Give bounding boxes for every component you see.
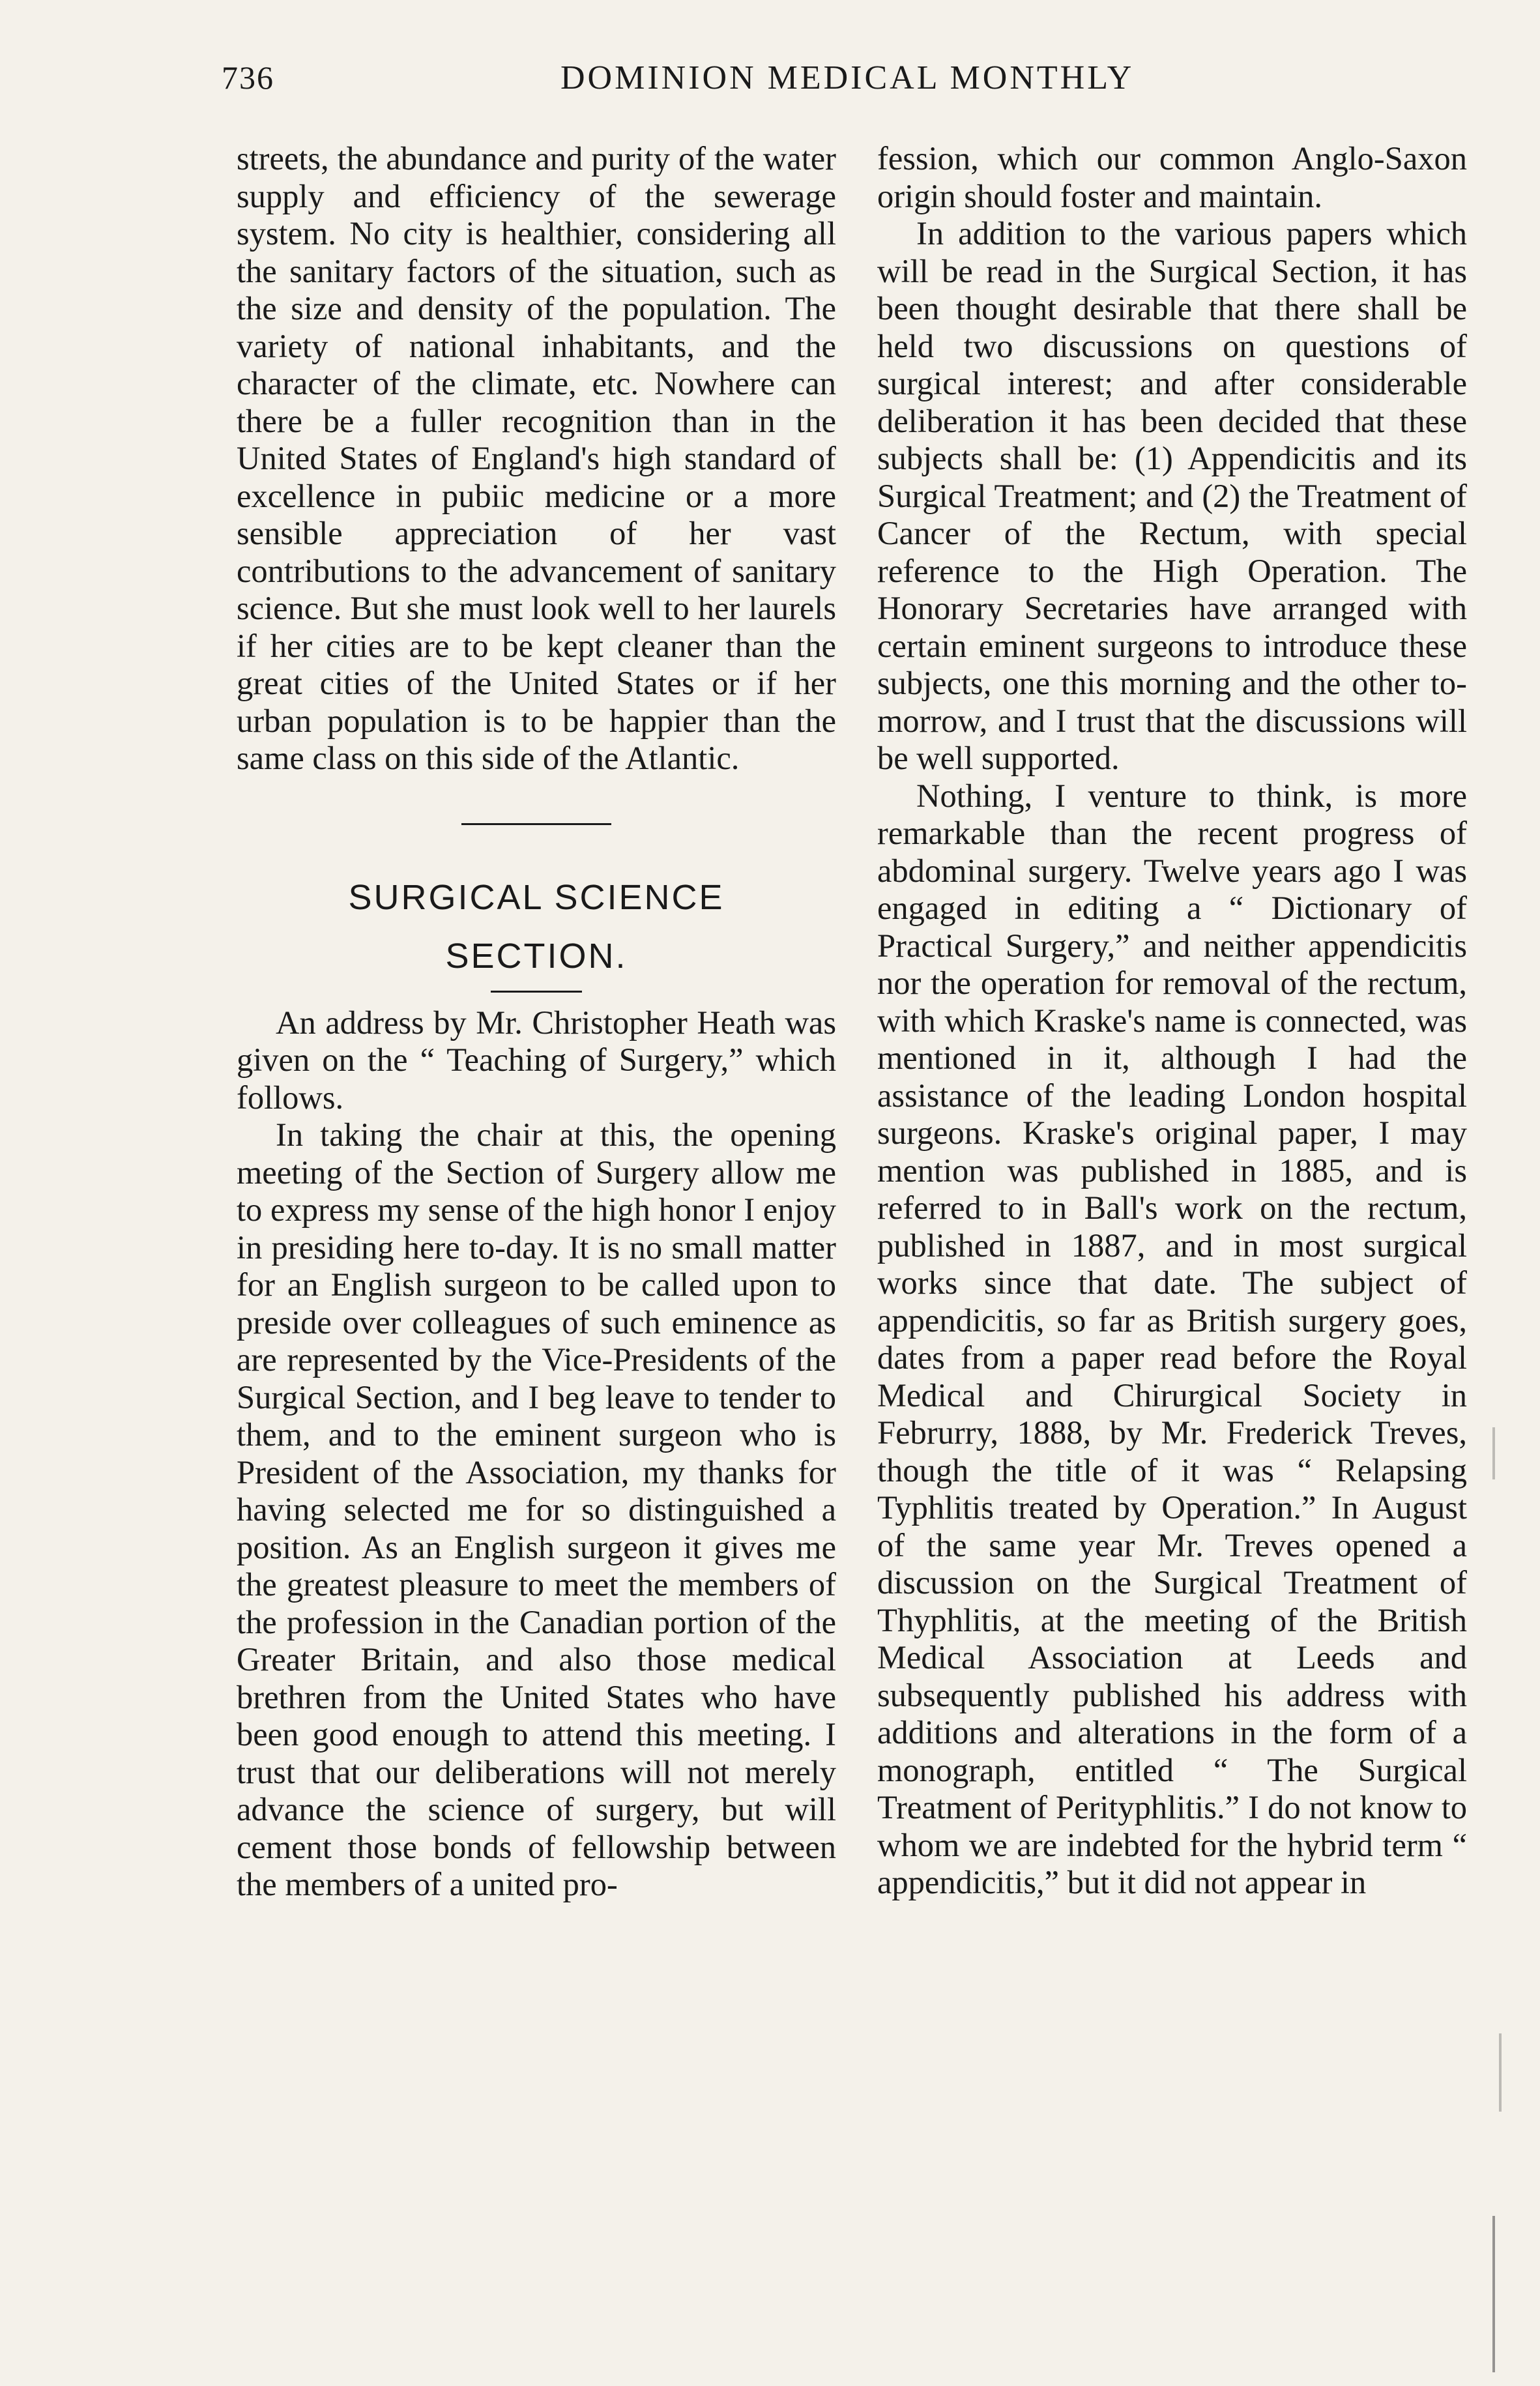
page-header bbox=[222, 59, 1460, 117]
section-heading bbox=[237, 868, 836, 985]
page-number: 736 bbox=[222, 59, 274, 96]
section-heading-line2: SECTION. bbox=[445, 936, 628, 976]
paragraph: In taking the chair at this, the opening meeting of the Section of Surgery allow me to express my sense of the high honor I enjoy in presiding here to-day. It is no small matter for an English surgeon to be called upon to preside over colleagues of such eminence as are represented by the Vice-Presidents of the Surgical Section, and I beg leave to tender to them, and to the eminent surgeon who is President of the Association, my thanks for having selected me for so distinguished a position. As an English surgeon it gives me the greatest pleasure to meet the members of the profession in the Canadian portion of the Greater Britain, and also those medical brethren from the United States who have been good enough to attend this meeting. I trust that our deliberations will not merely advance the science of surgery, but will cement those bonds of fellowship between the members of a united pro- bbox=[237, 1116, 836, 1902]
paragraph: An address by Mr. Christopher Heath was given on the “ Teaching of Surgery,” which follows. bbox=[237, 1004, 836, 1116]
section-divider bbox=[461, 823, 611, 825]
right-column bbox=[877, 140, 1467, 1902]
paragraph: fession, which our common Anglo-Saxon origin should foster and maintain. bbox=[877, 140, 1467, 214]
left-column bbox=[237, 140, 836, 1904]
running-head: DOMINION MEDICAL MONTHLY bbox=[560, 59, 1135, 96]
section-heading-line1: SURGICAL SCIENCE bbox=[348, 877, 725, 917]
paragraph: streets, the abundance and purity of the water supply and efficiency of the sewerage system. No city is healthier, considering all the sanitary factors of the situation, such as the size and density of the population. The variety of national inhabitants, and the character of the climate, etc. Nowhere can there be a fuller recognition than in the United States of England's high standard of excellence in pubiic medicine or a more sensible appreciation of her vast contributions to the advancement of sanitary science. But she must look well to her laurels if her cities are to be kept cleaner than the great cities of the United States or if her urban population is to be happier than the same class on this side of the Atlantic. bbox=[237, 140, 836, 776]
margin-smudge bbox=[1492, 2216, 1495, 2372]
margin-smudge bbox=[1492, 1427, 1495, 1479]
heading-rule bbox=[491, 991, 582, 993]
margin-smudge bbox=[1499, 2033, 1502, 2112]
paragraph: In addition to the various papers which will be read in the Surgical Section, it has been thought desirable that there shall be held two discussions on questions of surgical interest; and after considerable deliberation it has been decided that these subjects shall be: (1) Appendicitis and its Surgical Treatment; and (2) the Treatment of Cancer of the Rectum, with special reference to the High Operation. The Honorary Secretaries have arranged with certain eminent surgeons to introduce these subjects, one this morning and the other to-morrow, and I trust that the discussions will be well supported. bbox=[877, 215, 1467, 776]
paragraph: Nothing, I venture to think, is more remarkable than the recent progress of abdominal surgery. Twelve years ago I was engaged in editing a “ Dictionary of Practical Surgery,” and neither appendicitis nor the operation for removal of the rectum, with which Kraske's name is connected, was mentioned in it, although I had the assistance of the leading London hospital surgeons. Kraske's original paper, I may mention was published in 1885, and is referred to in Ball's work on the rectum, published in 1887, and in most surgical works since that date. The subject of appendicitis, so far as British surgery goes, dates from a paper read before the Royal Medical and Chirurgical Society in Februrry, 1888, by Mr. Frederick Treves, though the title of it was “ Relapsing Typhlitis treated by Operation.” In August of the same year Mr. Treves opened a discussion on the Surgical Treatment of Thyphlitis, at the meeting of the British Medical Association at Leeds and subsequently published his address with additions and alterations in the form of a monograph, entitled “ The Surgical Treatment of Perityphlitis.” I do not know to whom we are indebted for the hybrid term “ appendicitis,” but it did not appear in bbox=[877, 777, 1467, 1900]
